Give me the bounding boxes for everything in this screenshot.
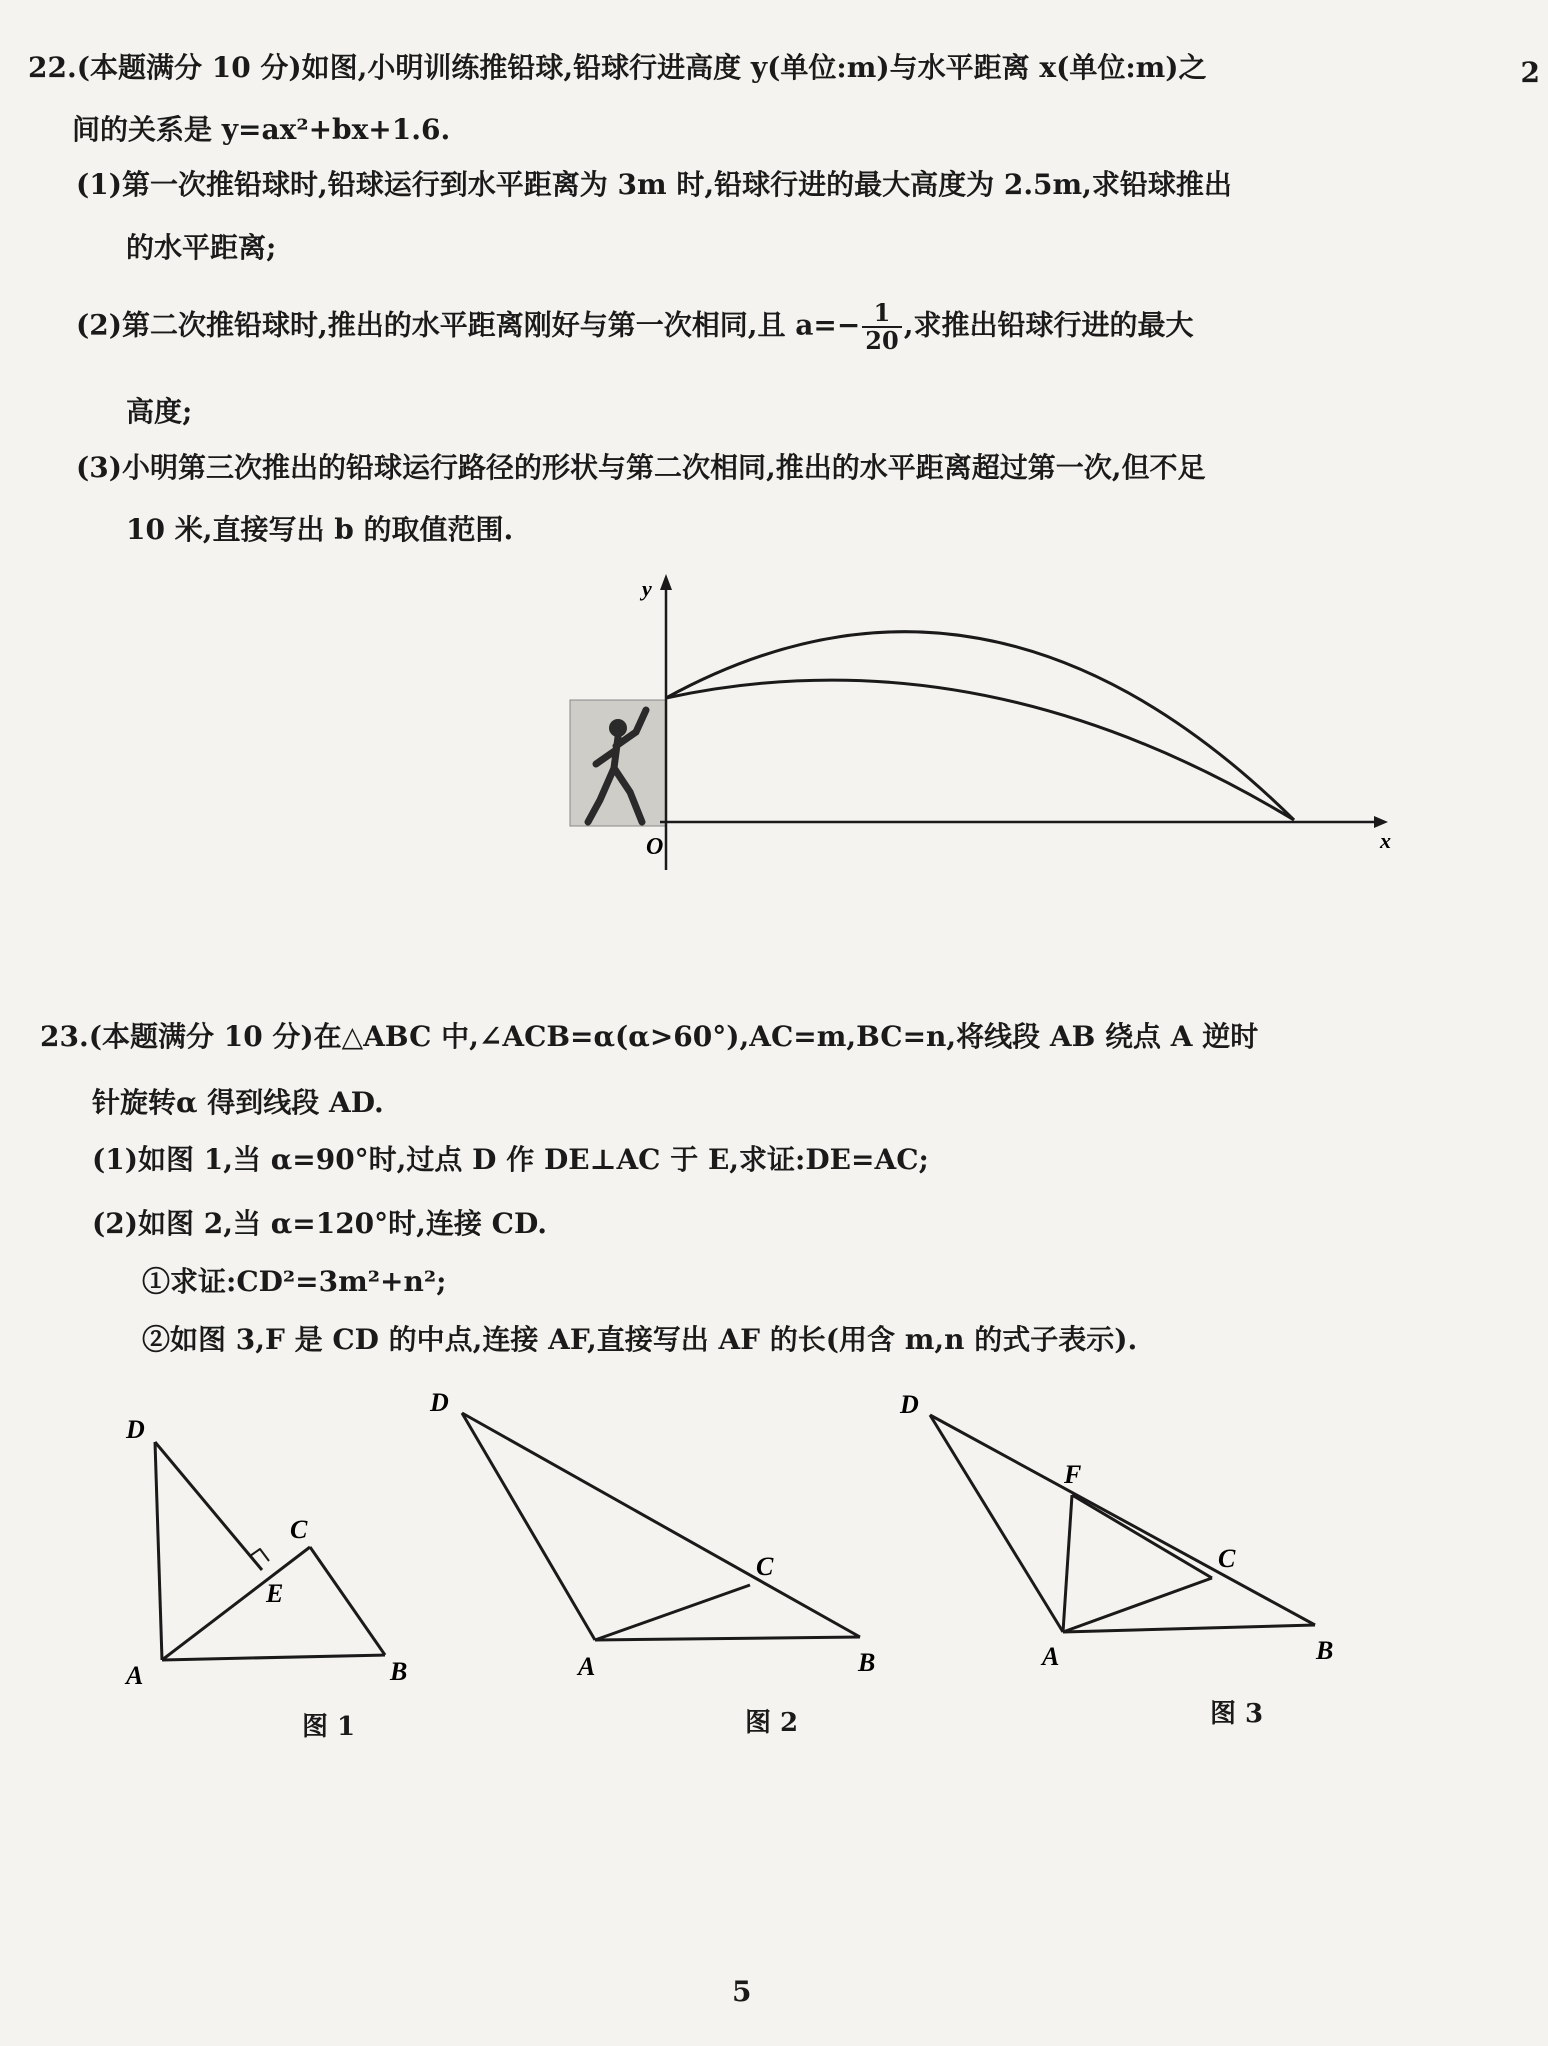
- q22-part2-line1: [76, 300, 1193, 354]
- label-D: D: [430, 1388, 449, 1417]
- figure-1-caption: 图 1: [302, 1712, 356, 1742]
- q22-part2-post: ,求推出铅球行进的最大: [903, 308, 1194, 342]
- athlete-image: [570, 700, 666, 826]
- label-D: D: [900, 1390, 919, 1419]
- segment-DA: [155, 1442, 162, 1660]
- q23-line1: 23.(本题满分 10 分)在△ABC 中,∠ACB=α(α>60°),AC=m,BC=n,将线段 AB 绕点 A 逆时: [40, 1020, 1259, 1053]
- origin-label: O: [646, 834, 664, 860]
- q22-line1: 22.(本题满分 10 分)如图,小明训练推铅球,铅球行进高度 y(单位:m)与水平距离 x(单位:m)之: [28, 51, 1207, 84]
- q22-fraction: [862, 300, 901, 354]
- label-A: A: [578, 1652, 596, 1681]
- segment-DB: [930, 1415, 1315, 1625]
- segment-BC: [310, 1547, 385, 1655]
- fraction-denominator: 20: [865, 326, 899, 355]
- q22-line2: 间的关系是 y=ax²+bx+1.6.: [72, 113, 451, 146]
- figure-3: [890, 1385, 1350, 1675]
- corner-mark: 2: [1520, 56, 1540, 89]
- segment-DA: [930, 1415, 1063, 1632]
- segment-DB: [462, 1413, 860, 1637]
- q23-part2a: ①求证:CD²=3m²+n²;: [142, 1265, 447, 1298]
- q22-part3-line2: 10 米,直接写出 b 的取值范围.: [126, 513, 514, 546]
- segment-AC: [1063, 1578, 1212, 1632]
- q23-line2: 针旋转α 得到线段 AD.: [92, 1086, 384, 1119]
- label-C: C: [1218, 1544, 1236, 1573]
- label-C: C: [290, 1515, 308, 1544]
- label-A: A: [1042, 1642, 1060, 1671]
- y-axis-arrow: [660, 574, 672, 590]
- label-B: B: [858, 1648, 876, 1677]
- q22-part1-line2: 的水平距离;: [126, 231, 277, 264]
- y-axis-label: y: [642, 576, 652, 601]
- label-A: A: [126, 1661, 144, 1690]
- q23-part1: (1)如图 1,当 α=90°时,过点 D 作 DE⊥AC 于 E,求证:DE=AC;: [92, 1143, 929, 1176]
- trajectory-upper: [666, 632, 1294, 820]
- trajectory-lower: [666, 680, 1294, 820]
- figure-1: [110, 1410, 430, 1690]
- figure-3-caption: 图 3: [1210, 1699, 1264, 1729]
- label-E: E: [266, 1579, 284, 1608]
- q23-part2b: ②如图 3,F 是 CD 的中点,连接 AF,直接写出 AF 的长(用含 m,n 的式子表示).: [142, 1323, 1138, 1356]
- label-D: D: [126, 1415, 145, 1444]
- segment-CA: [162, 1547, 310, 1660]
- segment-AB: [595, 1637, 860, 1640]
- segment-FC: [1072, 1495, 1212, 1578]
- segment-DE: [155, 1442, 262, 1570]
- q22-part2-pre: (2)第二次推铅球时,推出的水平距离刚好与第一次相同,且 a=−: [76, 308, 861, 342]
- q23-part2: (2)如图 2,当 α=120°时,连接 CD.: [92, 1207, 547, 1240]
- x-axis-arrow: [1374, 816, 1388, 828]
- label-F: F: [1064, 1460, 1082, 1489]
- label-B: B: [1316, 1636, 1334, 1665]
- figure-2: [420, 1385, 900, 1685]
- x-axis-label: x: [1380, 828, 1391, 853]
- q22-part2-line2: 高度;: [126, 395, 193, 428]
- segment-DA: [462, 1413, 595, 1640]
- segment-AF: [1063, 1495, 1072, 1632]
- segment-AB: [162, 1655, 385, 1660]
- q22-part1-line1: (1)第一次推铅球时,铅球运行到水平距离为 3m 时,铅球行进的最大高度为 2.5m,求铅球推出: [76, 168, 1232, 201]
- label-C: C: [756, 1552, 774, 1581]
- fraction-numerator: 1: [862, 300, 901, 328]
- q22-part3-line1: (3)小明第三次推出的铅球运行路径的形状与第二次相同,推出的水平距离超过第一次,但不足: [76, 451, 1206, 484]
- segment-AC: [595, 1585, 750, 1640]
- label-B: B: [390, 1657, 408, 1686]
- figure-2-caption: 图 2: [745, 1708, 799, 1738]
- shot-put-graph: [560, 560, 1420, 890]
- segment-AB: [1063, 1625, 1315, 1632]
- page-number: 5: [732, 1975, 752, 2008]
